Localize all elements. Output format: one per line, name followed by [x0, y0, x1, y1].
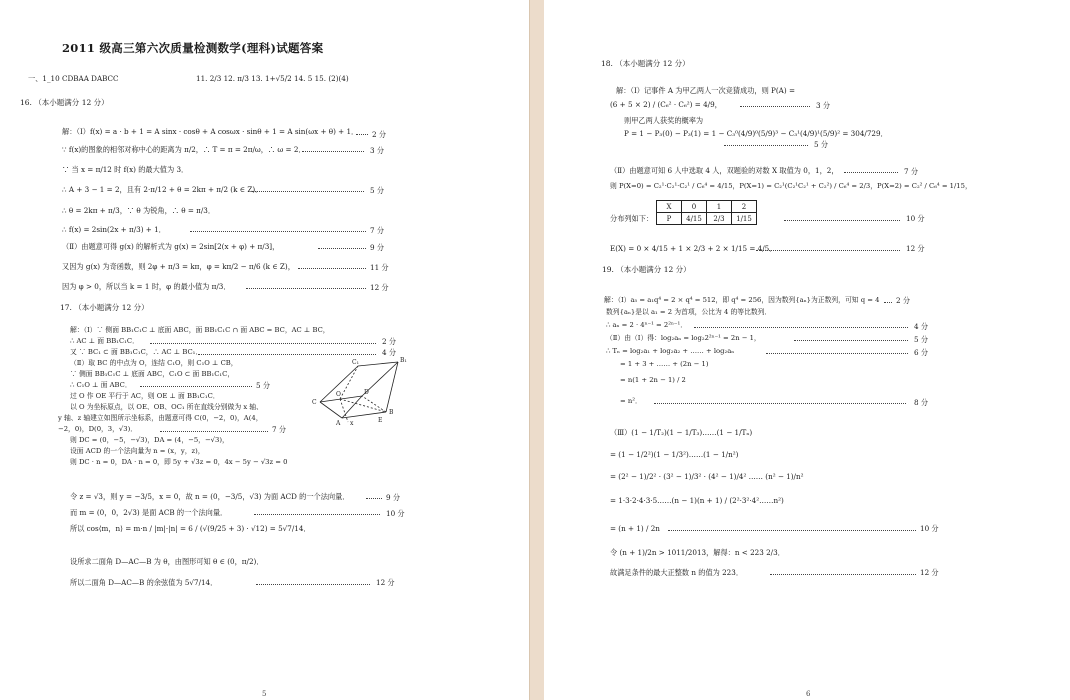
- figure-label: C₁: [352, 359, 359, 366]
- q17-header: 17. （本小题满分 12 分）: [60, 303, 149, 312]
- figure-label: D: [364, 389, 369, 396]
- points-label: 12 分: [376, 578, 395, 587]
- q17-line: 令 z = √3，则 y = −3/5，x = 0，故 n = (0，−3/5，√3) 为面 ACD 的一个法向量．: [70, 492, 350, 501]
- points-label: 11 分: [370, 263, 389, 272]
- q18-line: （Ⅱ）由题意可知 6 人中选取 4 人，双题验的对数 X 取值为 0，1，2，: [610, 166, 839, 175]
- figure-label: E: [378, 417, 383, 424]
- q16-line: 因为 φ > 0，所以当 k = 1 时，φ 的最小值为 π/3．: [62, 282, 231, 291]
- points-label: 4 分: [914, 322, 929, 331]
- table-cell: X: [657, 201, 682, 213]
- points-label: 5 分: [914, 335, 929, 344]
- q19-line: = 1 + 3 + …… + (2n − 1): [620, 360, 709, 368]
- points-label: 5 分: [256, 381, 271, 390]
- q17-line: ∵ 侧面 BB₁C₁C ⊥ 底面 ABC，C₁O ⊂ 面 BB₁C₁C，: [70, 370, 235, 378]
- points-label: 2 分: [382, 337, 397, 346]
- q19-line: 令 (n + 1)/2n > 1011/2013，解得：n < 223 2/3．: [610, 548, 785, 557]
- mc-answers: 一、1_10 CDBAA DABCC: [28, 74, 119, 83]
- q17-line: ∴ C₁O ⊥ 面 ABC．: [70, 381, 132, 389]
- points-label: 7 分: [272, 425, 287, 434]
- q17-line: 以 O 为坐标原点，以 OE、OB、OC₁ 所在直线分别做为 x 轴、: [70, 403, 263, 411]
- points-label: 10 分: [920, 524, 939, 533]
- q16-header: 16. （本小题满分 12 分）: [20, 98, 109, 107]
- q16-line: （Ⅱ）由题意可得 g(x) 的解析式为 g(x) = 2sin[2(x + φ) + π/3]，: [62, 242, 280, 251]
- distribution-table: [656, 200, 757, 225]
- points-label: 6 分: [914, 348, 929, 357]
- q19-line: = 1·3·2·4·3·5……(n − 1)(n + 1) / (2²·3²·4²……n²): [610, 496, 784, 505]
- q16-line: 解：（Ⅰ）f(x) = a · b + 1 = A sinx · cosθ + A cosωx · sinθ + 1 = A sin(ωx + θ) + 1．: [62, 127, 359, 136]
- fill-answers: 11. 2/3 12. π/3 13. 1+√5/2 14. 5 15. (2)(4): [196, 74, 349, 83]
- q18-line: 解：（Ⅰ）记事件 A 为甲乙两人一次竞猜成功，则 P(A) =: [616, 86, 795, 95]
- q19-line: = (2² − 1)/2² · (3² − 1)/3² · (4² − 1)/4² …… (n² − 1)/n²: [610, 472, 804, 481]
- page-gutter: [529, 0, 545, 700]
- points-label: 7 分: [370, 226, 385, 235]
- prism-figure: [300, 352, 410, 426]
- points-label: 5 分: [814, 140, 829, 149]
- points-label: 9 分: [370, 243, 385, 252]
- points-label: 12 分: [370, 283, 389, 292]
- q17-line: 则 DC = (0，−5，−√3)，DA = (4，−5，−√3)，: [70, 436, 229, 444]
- points-label: 3 分: [816, 101, 831, 110]
- q18-line: 分布列如下：: [610, 214, 654, 223]
- q17-line: 过 O 作 OE 平行于 AC，则 OE ⊥ 面 BB₁C₁C．: [70, 392, 220, 400]
- q17-line: −2，0)，D(0，3，√3)．: [58, 425, 138, 433]
- q17-line: 又 ∵ BC₁ ⊂ 面 BB₁C₁C，∴ AC ⊥ BC₁．: [70, 348, 203, 356]
- figure-label: B: [389, 409, 394, 416]
- q17-line: （Ⅱ）取 BC 的中点为 O，连结 C₁O，则 C₁O ⊥ CB，: [70, 359, 238, 367]
- q18-line: E(X) = 0 × 4/15 + 1 × 2/3 + 2 × 1/15 = 4/5．: [610, 244, 777, 253]
- table-cell: 2/3: [707, 213, 732, 225]
- q17-line: y 轴、z 轴建立如图所示坐标系，由题意可得 C(0，−2，0)，A(4，: [58, 414, 263, 422]
- q19-header: 19. （本小题满分 12 分）: [602, 265, 691, 274]
- points-label: 2 分: [896, 296, 911, 305]
- figure-label: O: [336, 391, 341, 398]
- q17-line: 设面 ACD 的一个法向量为 n = (x，y，z)，: [70, 447, 205, 455]
- q16-line: 又因为 g(x) 为奇函数，则 2φ + π/3 = kπ，φ = kπ/2 − π/6 (k ∈ Z)，: [62, 262, 295, 271]
- points-label: 12 分: [906, 244, 925, 253]
- q16-line: ∴ θ = 2kπ + π/3，∵ θ 为锐角，∴ θ = π/3．: [62, 206, 216, 215]
- q18-line: 则 P(X=0) = C₂¹·C₂¹·C₂¹ / C₆⁴ = 4/15，P(X=1) = C₂¹(C₂¹C₂¹ + C₂²) / C₆⁴ = 2/3，P(X=2) = C₂² / C₆⁴ = 1/15，: [610, 182, 972, 190]
- q17-line: 所以 cos⟨m，n⟩ = m·n / |m|·|n| = 6 / (√(9/25 + 3) · √12) = 5√7/14．: [70, 524, 311, 533]
- table-cell: 4/15: [682, 213, 707, 225]
- q18-line: P = 1 − P₃(0) − P₃(1) = 1 − C₃⁰(4/9)⁰(5/9)³ − C₃¹(4/9)¹(5/9)² = 304/729．: [624, 129, 888, 138]
- points-label: 2 分: [372, 130, 387, 139]
- prism-diagram: [300, 352, 410, 426]
- q19-line: （Ⅲ）(1 − 1/T₂)(1 − 1/T₃)……(1 − 1/Tₙ): [610, 428, 753, 437]
- q19-line: = (n + 1) / 2n: [610, 524, 660, 533]
- page-left: [0, 0, 529, 700]
- points-label: 10 分: [386, 509, 405, 518]
- points-label: 3 分: [370, 146, 385, 155]
- q17-line: 解：（Ⅰ）∵ 侧面 BB₁C₁C ⊥ 底面 ABC，面 BB₁C₁C ∩ 面 ABC = BC，AC ⊥ BC，: [70, 326, 330, 334]
- points-label: 5 分: [370, 186, 385, 195]
- q19-line: = n(1 + 2n − 1) / 2: [620, 376, 686, 384]
- points-label: 10 分: [906, 214, 925, 223]
- q16-line: ∵ f(x)的图象的相邻对称中心的距离为 π/2，∴ T = π = 2π/ω，∴ ω = 2．: [62, 145, 306, 154]
- q19-line: 数列{aₙ}是以 a₁ = 2 为首项，公比为 4 的等比数列．: [606, 308, 772, 316]
- q19-line: ∴ aₙ = 2 · 4ⁿ⁻¹ = 2²ⁿ⁻¹．: [606, 321, 687, 329]
- points-label: 7 分: [904, 167, 919, 176]
- table-cell: 0: [682, 201, 707, 213]
- q17-line: 设所求二面角 D—AC—B 为 θ，由图形可知 θ ∈ (0，π/2)．: [70, 557, 264, 566]
- figure-label: A: [336, 420, 341, 426]
- page-number: 6: [806, 690, 811, 698]
- q19-line: 解：（Ⅰ）a₅ = a₁q⁴ = 2 × q⁴ = 512，即 q⁴ = 256，因为数列{aₙ}为正数列，可知 q = 4: [604, 296, 880, 304]
- q19-line: 故满足条件的最大正整数 n 的值为 223．: [610, 568, 744, 577]
- points-label: 9 分: [386, 493, 401, 502]
- table-row: [657, 201, 757, 213]
- points-label: 12 分: [920, 568, 939, 577]
- table-cell: 1: [707, 201, 732, 213]
- q19-line: ∴ Tₙ = log₂a₁ + log₂a₂ + …… + log₂aₙ: [606, 347, 735, 355]
- table-cell: 2: [732, 201, 757, 213]
- q19-line: （Ⅱ）由（Ⅰ）得：log₂aₙ = log₂2²ⁿ⁻¹ = 2n − 1，: [606, 334, 761, 342]
- q16-line: ∴ A + 3 − 1 = 2，且有 2·π/12 + θ = 2kπ + π/2 (k ∈ Z)．: [62, 185, 263, 194]
- figure-label: C: [312, 399, 317, 406]
- document-title: 2011 级高三第六次质量检测数学(理科)试题答案: [62, 41, 324, 55]
- points-label: 4 分: [382, 348, 397, 357]
- q19-line: = n²．: [620, 397, 642, 405]
- table-row: [657, 213, 757, 225]
- table-cell: 1/15: [732, 213, 757, 225]
- table-cell: P: [657, 213, 682, 225]
- page-right: [544, 0, 1070, 700]
- figure-label: x: [350, 420, 354, 426]
- q17-line: 则 DC · n = 0，DA · n = 0，即 5y + √3z = 0，4x − 5y − √3z = 0: [70, 458, 288, 466]
- points-label: 8 分: [914, 398, 929, 407]
- q17-line: 而 m = (0，0，2√3) 是面 ACB 的一个法向量．: [70, 508, 228, 517]
- q18-header: 18. （本小题满分 12 分）: [601, 59, 690, 68]
- q17-line: 所以二面角 D—AC—B 的余弦值为 5√7/14．: [70, 578, 218, 587]
- q17-line: ∴ AC ⊥ 面 BB₁C₁C．: [70, 337, 139, 345]
- page-number: 5: [262, 690, 267, 698]
- figure-label: B₁: [400, 357, 407, 364]
- q19-line: = (1 − 1/2²)(1 − 1/3²)……(1 − 1/n²): [610, 450, 739, 459]
- q16-line: ∴ f(x) = 2sin(2x + π/3) + 1．: [62, 225, 166, 234]
- q18-line: (6 + 5 × 2) / (C₆² · C₆²) = 4/9，: [610, 100, 722, 109]
- q18-line: 则甲乙两人获奖的概率为: [624, 116, 704, 125]
- q16-line: ∵ 当 x = π/12 时 f(x) 的最大值为 3．: [62, 165, 189, 174]
